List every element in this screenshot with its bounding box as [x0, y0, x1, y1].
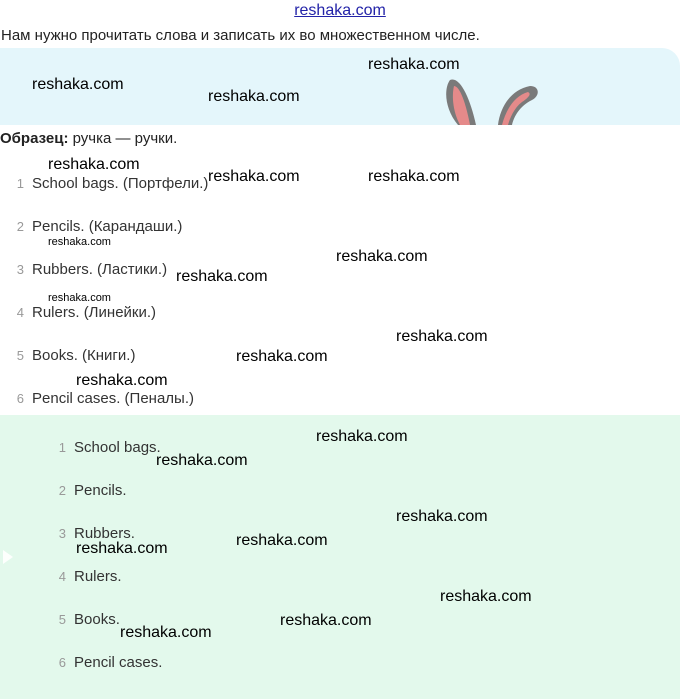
item-number: 2: [16, 219, 24, 234]
sample-label: Образец:: [0, 130, 69, 147]
site-link[interactable]: reshaka.com: [294, 2, 386, 19]
watermark: reshaka.com: [48, 292, 111, 304]
watermark: reshaka.com: [236, 348, 328, 365]
item-number: 1: [16, 176, 24, 191]
list-item: [50, 482, 127, 499]
watermark: reshaka.com: [48, 156, 140, 173]
item-number: 6: [58, 655, 66, 670]
list-item: [8, 390, 194, 407]
watermark: reshaka.com: [156, 452, 248, 469]
item-number: 3: [58, 526, 66, 541]
item-english: Pencil cases.: [74, 654, 163, 671]
item-english: Rulers.: [74, 568, 122, 585]
item-russian: (Портфели.): [122, 175, 209, 192]
watermark: reshaka.com: [236, 532, 328, 549]
item-english: Pencils.: [74, 482, 127, 499]
watermark: reshaka.com: [396, 328, 488, 345]
list-item: [50, 568, 122, 585]
watermark: reshaka.com: [440, 588, 532, 605]
list-item: [8, 175, 208, 192]
item-russian: (Книги.): [82, 347, 136, 364]
watermark: reshaka.com: [336, 248, 428, 265]
item-russian: (Карандаши.): [88, 218, 183, 235]
list-item: [8, 261, 167, 278]
item-number: 6: [16, 391, 24, 406]
watermark: reshaka.com: [368, 168, 460, 185]
watermark: reshaka.com: [280, 612, 372, 629]
item-number: 5: [16, 348, 24, 363]
item-number: 3: [16, 262, 24, 277]
instruction-text: Нам нужно прочитать слова и записать их во множественном числе.: [1, 27, 480, 44]
watermark: reshaka.com: [76, 540, 168, 557]
item-english: Pencils.: [32, 218, 85, 235]
watermark: reshaka.com: [32, 76, 124, 93]
play-arrow-icon[interactable]: [3, 550, 13, 564]
list-item: [8, 304, 156, 321]
watermark: reshaka.com: [316, 428, 408, 445]
list-item: [50, 654, 162, 671]
list-item: [8, 218, 182, 235]
list-item: [8, 347, 135, 364]
item-number: 1: [58, 440, 66, 455]
list-item: [50, 439, 161, 456]
watermark: reshaka.com: [208, 168, 300, 185]
list-item: [50, 611, 120, 628]
item-number: 2: [58, 483, 66, 498]
watermark: reshaka.com: [208, 88, 300, 105]
item-english: Books.: [74, 611, 120, 628]
item-english: Rubbers.: [32, 261, 93, 278]
watermark: reshaka.com: [368, 56, 460, 73]
item-number: 4: [58, 569, 66, 584]
item-english: School bags.: [32, 175, 119, 192]
item-english: School bags.: [74, 439, 161, 456]
item-russian: (Пеналы.): [124, 390, 194, 407]
watermark: reshaka.com: [120, 624, 212, 641]
watermark: reshaka.com: [48, 236, 111, 248]
item-english: Rulers.: [32, 304, 80, 321]
item-english: Books.: [32, 347, 78, 364]
item-russian: (Ластики.): [97, 261, 168, 278]
item-english: Pencil cases.: [32, 390, 121, 407]
watermark: reshaka.com: [176, 268, 268, 285]
sample-line: [0, 130, 177, 147]
sample-text: ручка — ручки.: [72, 130, 178, 147]
item-english: Rubbers.: [74, 525, 135, 542]
watermark: reshaka.com: [396, 508, 488, 525]
bunny-ears-icon: [440, 78, 550, 125]
item-number: 4: [16, 305, 24, 320]
item-number: 5: [58, 612, 66, 627]
item-russian: (Линейки.): [83, 304, 157, 321]
watermark: reshaka.com: [76, 372, 168, 389]
